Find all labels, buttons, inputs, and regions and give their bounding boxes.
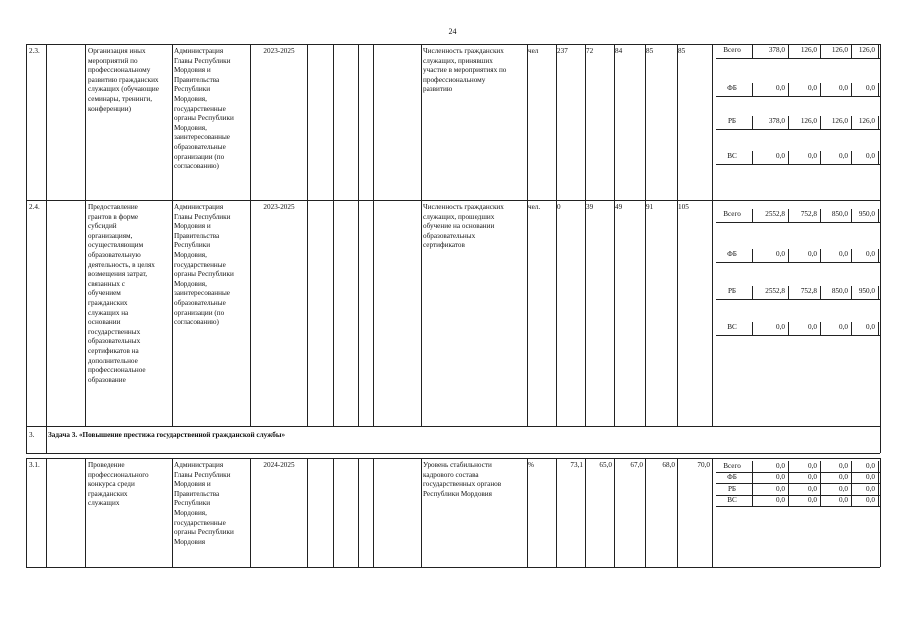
- finance-column-border: [752, 249, 753, 262]
- column-border: [26, 458, 27, 567]
- indicator-value: 68,0: [662, 461, 675, 469]
- activity-name: Проведение профессионального конкурса среди гражданских служащих: [88, 461, 149, 508]
- page-number: 24: [448, 27, 457, 36]
- indicator-text: Уровень стабильности кадрового состава государственных органов Республики Мордовия: [423, 461, 502, 498]
- column-border: [26, 44, 27, 200]
- finance-column-border: [878, 45, 879, 58]
- finance-column-border: [752, 461, 753, 472]
- column-border: [26, 426, 27, 453]
- finance-source: Всего: [723, 46, 741, 54]
- column-border: [614, 458, 615, 567]
- finance-value: 0,0: [776, 462, 785, 470]
- indicator-value: 0: [557, 203, 561, 211]
- finance-row-border: [716, 335, 880, 336]
- finance-column-border: [878, 495, 879, 506]
- finance-value: 378,0: [768, 46, 785, 54]
- finance-column-border: [788, 151, 789, 164]
- column-border: [85, 458, 86, 567]
- finance-row-border: [716, 96, 880, 97]
- finance-row-border: [716, 222, 880, 223]
- finance-row-border: [716, 299, 880, 300]
- column-border: [677, 200, 678, 426]
- indicator-value: 85: [678, 47, 686, 55]
- finance-value: 0,0: [808, 485, 817, 493]
- row-number: 3.1.: [29, 461, 40, 469]
- column-border: [421, 458, 422, 567]
- finance-column-border: [851, 83, 852, 96]
- row-border: [26, 200, 880, 201]
- finance-column-border: [851, 484, 852, 495]
- finance-column-border: [878, 322, 879, 335]
- task-number: 3.: [29, 431, 35, 439]
- finance-column-border: [851, 322, 852, 335]
- column-border: [46, 458, 47, 567]
- finance-column-border: [851, 495, 852, 506]
- executor-text: Администрация Главы Республики Мордовия и Правительства Республики Мордовия, государственные органы Республики Мордовия, заинтересованные образовательные организации (по согласованию): [174, 203, 234, 327]
- finance-value: 378,0: [768, 117, 785, 125]
- finance-column-border: [851, 461, 852, 472]
- finance-column-border: [752, 151, 753, 164]
- column-border: [172, 200, 173, 426]
- finance-column-border: [878, 461, 879, 472]
- finance-value: 0,0: [866, 152, 875, 160]
- finance-value: 0,0: [866, 250, 875, 258]
- finance-value: 126,0: [858, 46, 875, 54]
- column-border: [85, 200, 86, 426]
- finance-value: 0,0: [808, 250, 817, 258]
- finance-column-border: [878, 83, 879, 96]
- finance-value: 0,0: [808, 462, 817, 470]
- column-border: [556, 200, 557, 426]
- indicator-value: 73,1: [570, 461, 583, 469]
- finance-value: 0,0: [839, 462, 848, 470]
- finance-value: 0,0: [808, 323, 817, 331]
- column-border: [46, 44, 47, 200]
- finance-value: 850,0: [831, 287, 848, 295]
- column-border: [527, 44, 528, 200]
- row-number: 2.4.: [29, 203, 40, 211]
- finance-column-border: [788, 249, 789, 262]
- finance-column-border: [820, 116, 821, 129]
- finance-column-border: [788, 461, 789, 472]
- indicator-value: 67,0: [630, 461, 643, 469]
- unit-text: чел.: [528, 203, 541, 211]
- finance-source: РБ: [727, 485, 737, 493]
- column-border: [358, 458, 359, 567]
- finance-value: 2552,8: [765, 210, 785, 218]
- executor-text: Администрация Главы Республики Мордовия и Правительства Республики Мордовия, государственные органы Республики Мордовия, заинтересованные образовательные организации (по согласованию): [174, 47, 234, 171]
- finance-column-border: [878, 472, 879, 483]
- finance-value: 0,0: [776, 323, 785, 331]
- task-title: Задача 3. «Повышение престижа государственной гражданской службы»: [48, 431, 286, 439]
- finance-column-border: [752, 322, 753, 335]
- column-border: [556, 44, 557, 200]
- finance-value: 0,0: [866, 462, 875, 470]
- finance-column-border: [788, 322, 789, 335]
- finance-column-border: [878, 249, 879, 262]
- finance-source: ВС: [727, 152, 737, 160]
- finance-value: 752,8: [800, 287, 817, 295]
- finance-value: 752,8: [800, 210, 817, 218]
- column-border: [307, 200, 308, 426]
- column-border: [172, 458, 173, 567]
- column-border: [333, 200, 334, 426]
- column-border: [645, 44, 646, 200]
- finance-column-border: [752, 472, 753, 483]
- finance-value: 0,0: [776, 250, 785, 258]
- column-border: [614, 44, 615, 200]
- finance-column-border: [820, 45, 821, 58]
- finance-source: Всего: [723, 462, 741, 470]
- finance-column-border: [851, 286, 852, 299]
- column-border: [645, 200, 646, 426]
- finance-value: 0,0: [866, 473, 875, 481]
- finance-column-border: [752, 484, 753, 495]
- finance-column-border: [851, 45, 852, 58]
- column-border: [527, 458, 528, 567]
- column-border: [358, 200, 359, 426]
- column-border: [614, 200, 615, 426]
- column-border: [333, 458, 334, 567]
- row-border: [26, 426, 880, 427]
- finance-value: 0,0: [776, 84, 785, 92]
- finance-column-border: [788, 495, 789, 506]
- finance-column-border: [851, 151, 852, 164]
- finance-value: 126,0: [800, 117, 817, 125]
- finance-column-border: [788, 209, 789, 222]
- column-border: [712, 200, 713, 426]
- finance-value: 0,0: [808, 152, 817, 160]
- finance-value: 0,0: [839, 496, 848, 504]
- finance-column-border: [752, 83, 753, 96]
- finance-value: 126,0: [858, 117, 875, 125]
- unit-text: чел: [528, 47, 539, 55]
- finance-column-border: [820, 495, 821, 506]
- indicator-value: 84: [615, 47, 623, 55]
- finance-column-border: [820, 209, 821, 222]
- finance-value: 0,0: [866, 496, 875, 504]
- finance-value: 0,0: [808, 84, 817, 92]
- column-border: [645, 458, 646, 567]
- finance-source: ФБ: [727, 473, 737, 481]
- finance-value: 0,0: [776, 473, 785, 481]
- finance-source: ФБ: [727, 84, 737, 92]
- finance-column-border: [788, 484, 789, 495]
- finance-value: 850,0: [831, 210, 848, 218]
- finance-source: РБ: [727, 287, 737, 295]
- finance-column-border: [851, 249, 852, 262]
- finance-value: 0,0: [866, 485, 875, 493]
- finance-row-border: [716, 129, 880, 130]
- finance-column-border: [820, 461, 821, 472]
- column-border: [333, 44, 334, 200]
- column-border: [307, 44, 308, 200]
- column-border: [677, 458, 678, 567]
- column-border: [880, 200, 881, 426]
- indicator-value: 70,0: [697, 461, 710, 469]
- column-border: [712, 44, 713, 200]
- indicator-value: 85: [646, 47, 654, 55]
- indicator-value: 72: [586, 47, 594, 55]
- finance-value: 0,0: [776, 485, 785, 493]
- finance-value: 0,0: [808, 473, 817, 481]
- column-border: [585, 44, 586, 200]
- column-border: [880, 458, 881, 567]
- finance-value: 0,0: [839, 152, 848, 160]
- indicator-value: 91: [646, 203, 654, 211]
- row-border: [26, 458, 880, 459]
- finance-column-border: [878, 209, 879, 222]
- finance-value: 0,0: [839, 323, 848, 331]
- finance-value: 0,0: [866, 84, 875, 92]
- finance-column-border: [851, 209, 852, 222]
- finance-column-border: [752, 286, 753, 299]
- activity-name: Предоставление грантов в форме субсидий организациям, осуществляющим образовательную деятельность, в целях возмещения затрат, связанных с обучением гражданских служащих на основании государственных образовательных сертификатов на дополнительное профессиональное образование: [88, 203, 155, 384]
- column-border: [585, 200, 586, 426]
- finance-row-border: [716, 58, 880, 59]
- finance-column-border: [788, 45, 789, 58]
- column-border: [307, 458, 308, 567]
- finance-row-border: [716, 164, 880, 165]
- row-number: 2.3.: [29, 47, 40, 55]
- column-border: [421, 200, 422, 426]
- column-border: [85, 44, 86, 200]
- column-border: [880, 44, 881, 200]
- period-text: 2023-2025: [263, 203, 295, 211]
- finance-column-border: [878, 151, 879, 164]
- column-border: [46, 426, 47, 453]
- finance-value: 950,0: [858, 210, 875, 218]
- finance-row-border: [716, 506, 880, 507]
- indicator-value: 105: [678, 203, 689, 211]
- column-border: [172, 44, 173, 200]
- indicator-text: Численность гражданских служащих, принявших участие в мероприятиях по профессиональному развитию: [423, 47, 507, 94]
- column-border: [250, 458, 251, 567]
- column-border: [421, 44, 422, 200]
- indicator-value: 39: [586, 203, 594, 211]
- column-border: [527, 200, 528, 426]
- finance-column-border: [788, 286, 789, 299]
- column-border: [712, 458, 713, 567]
- finance-column-border: [752, 116, 753, 129]
- finance-column-border: [820, 286, 821, 299]
- column-border: [677, 44, 678, 200]
- period-text: 2024-2025: [263, 461, 295, 469]
- finance-source: ВС: [727, 323, 737, 331]
- finance-value: 126,0: [831, 46, 848, 54]
- finance-row-border: [716, 483, 880, 484]
- indicator-value: 49: [615, 203, 623, 211]
- finance-column-border: [752, 209, 753, 222]
- finance-source: ФБ: [727, 250, 737, 258]
- finance-value: 0,0: [808, 496, 817, 504]
- indicator-value: 65,0: [599, 461, 612, 469]
- row-border: [26, 453, 880, 454]
- finance-value: 126,0: [800, 46, 817, 54]
- column-border: [46, 200, 47, 426]
- column-border: [26, 200, 27, 426]
- finance-value: 0,0: [776, 496, 785, 504]
- finance-column-border: [878, 286, 879, 299]
- finance-source: РБ: [727, 117, 737, 125]
- finance-column-border: [878, 484, 879, 495]
- finance-column-border: [788, 472, 789, 483]
- finance-value: 950,0: [858, 287, 875, 295]
- indicator-text: Численность гражданских служащих, прошедших обучение на основании образовательных сертификатов: [423, 203, 504, 250]
- finance-value: 0,0: [839, 84, 848, 92]
- finance-column-border: [788, 83, 789, 96]
- column-border: [250, 44, 251, 200]
- finance-column-border: [820, 83, 821, 96]
- finance-column-border: [820, 151, 821, 164]
- finance-value: 0,0: [839, 485, 848, 493]
- executor-text: Администрация Главы Республики Мордовия и Правительства Республики Мордовия, государственные органы Республики Мордовия: [174, 461, 234, 546]
- activity-name: Организация иных мероприятий по профессиональному развитию гражданских служащих (обучающие семинары, тренинги, конференции): [88, 47, 159, 113]
- finance-column-border: [851, 116, 852, 129]
- finance-row-border: [716, 262, 880, 263]
- column-border: [373, 44, 374, 200]
- finance-column-border: [851, 472, 852, 483]
- finance-value: 0,0: [866, 323, 875, 331]
- finance-column-border: [752, 495, 753, 506]
- column-border: [556, 458, 557, 567]
- column-border: [585, 458, 586, 567]
- finance-column-border: [820, 472, 821, 483]
- finance-value: 126,0: [831, 117, 848, 125]
- finance-value: 0,0: [839, 250, 848, 258]
- finance-column-border: [788, 116, 789, 129]
- finance-column-border: [820, 249, 821, 262]
- finance-column-border: [878, 116, 879, 129]
- finance-source: Всего: [723, 210, 741, 218]
- finance-column-border: [820, 322, 821, 335]
- finance-column-border: [752, 45, 753, 58]
- column-border: [358, 44, 359, 200]
- finance-source: ВС: [727, 496, 737, 504]
- indicator-value: 237: [557, 47, 568, 55]
- finance-value: 0,0: [776, 152, 785, 160]
- finance-value: 2552,8: [765, 287, 785, 295]
- period-text: 2023-2025: [263, 47, 295, 55]
- column-border: [880, 426, 881, 453]
- unit-text: %: [528, 461, 534, 469]
- finance-value: 0,0: [839, 473, 848, 481]
- column-border: [373, 458, 374, 567]
- row-border: [26, 567, 880, 568]
- column-border: [250, 200, 251, 426]
- finance-column-border: [820, 484, 821, 495]
- column-border: [373, 200, 374, 426]
